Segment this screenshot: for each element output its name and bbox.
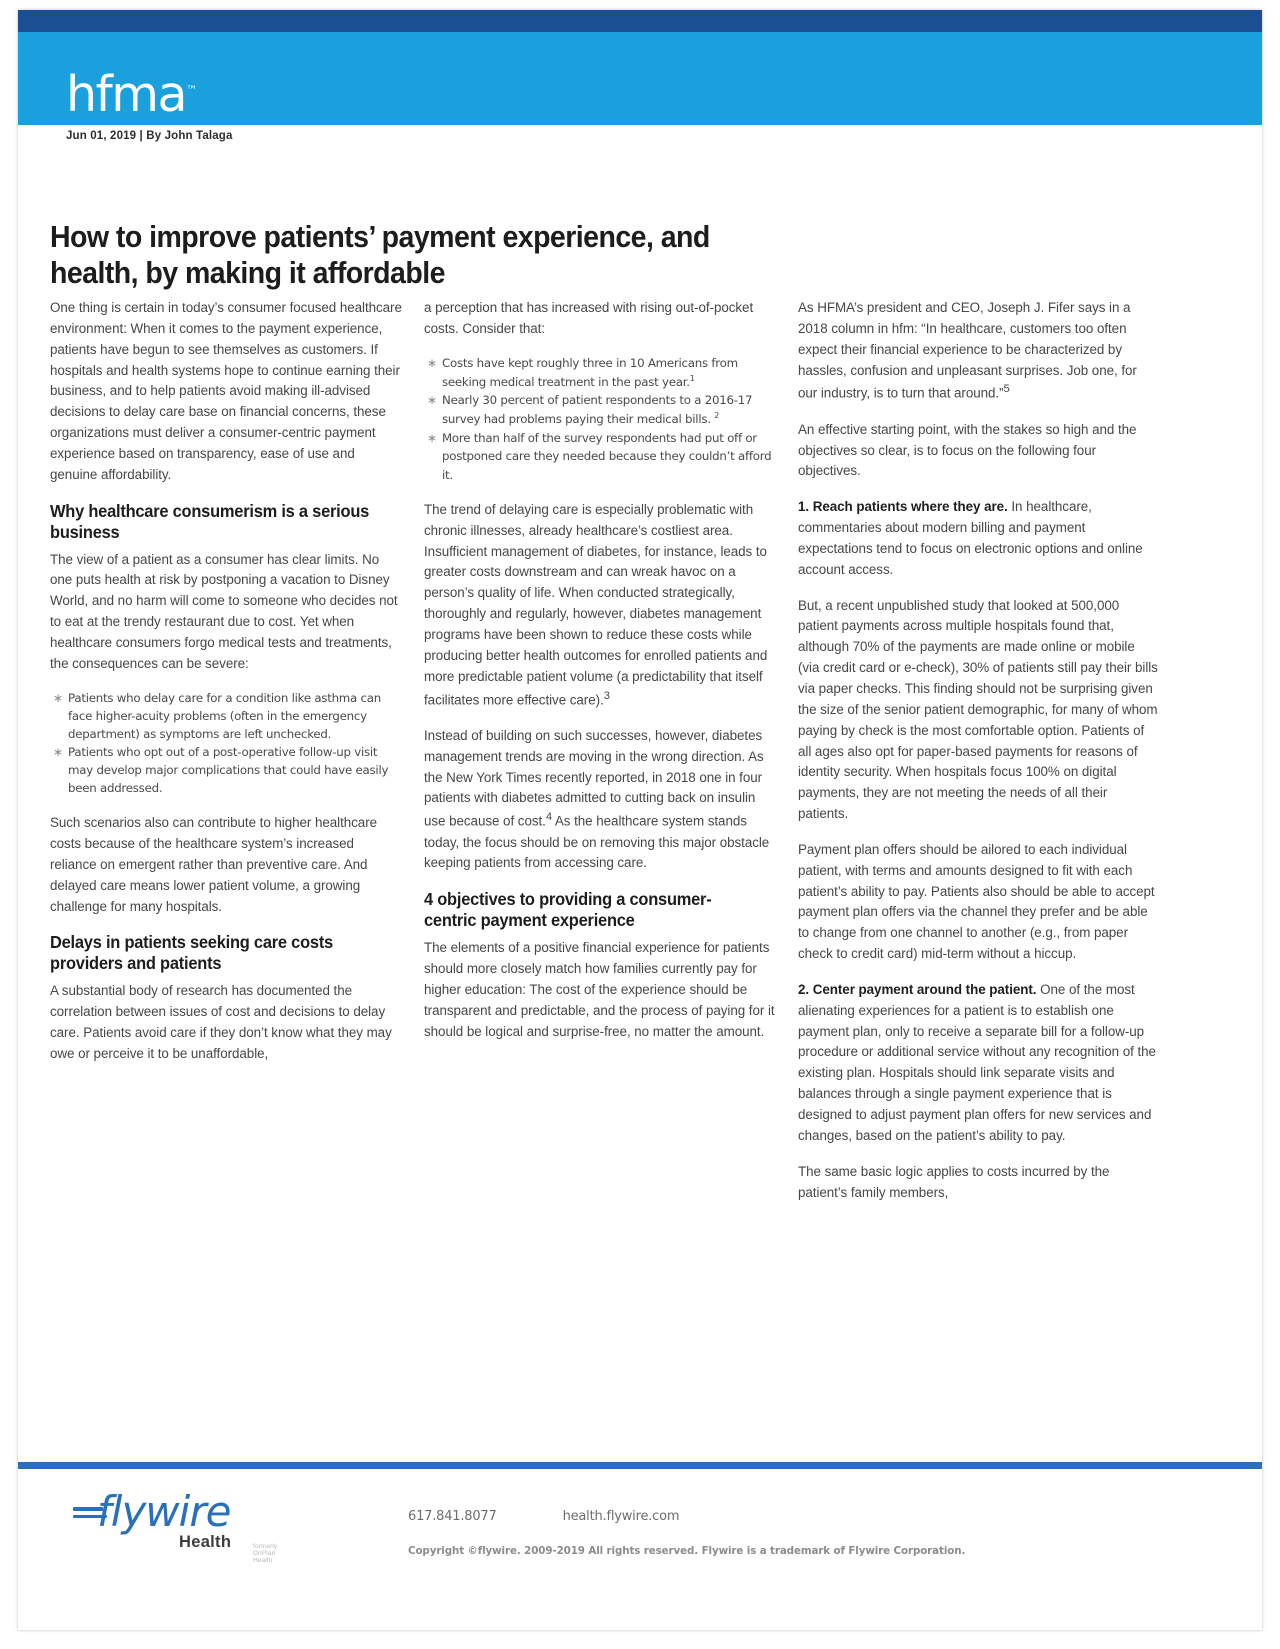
paragraph: A substantial body of research has documented the correlation between issues of cost and decisions to delay care. Patients avoid care if they don’t know what they may owe or perceive it to be unaffordable, — [50, 983, 392, 1061]
flywire-logo-text: flywire — [97, 1487, 231, 1536]
objective-2-lead: 2. Center payment around the patient. — [798, 981, 1037, 997]
paragraph: The same basic logic applies to costs incurred by the patient’s family members, — [798, 1163, 1110, 1200]
hfma-logo — [66, 66, 198, 123]
footnote-ref: 2 — [714, 411, 720, 421]
list-item: ∗ Patients who opt out of a post-operative follow-up visit may develop major complications that could have easily been addressed. — [50, 744, 402, 798]
footnote-ref: 1 — [689, 373, 695, 383]
footer-website-link[interactable]: health.flywire.com — [562, 1509, 680, 1524]
hfma-logo-text: hfma — [66, 66, 187, 123]
bullet-list-statistics — [424, 355, 776, 485]
section-heading-consumerism: Why healthcare consumerism is a serious business — [50, 500, 370, 542]
paragraph: a perception that has increased with rising out-of-pocket costs. Consider that: — [424, 300, 754, 336]
flywire-formerly-text: formerly OnPlan Health — [253, 1543, 278, 1564]
paragraph: The elements of a positive financial experience for patients should more closely match how families currently pay for higher education: The cost of the experience should be transparent and predictable, and the process of paying for it should be logical and surprise-free, no matter the amount. — [424, 940, 775, 1039]
list-item-text: Nearly 30 percent of patient respondents to a 2016-17 survey had problems paying their medical bills. — [442, 393, 753, 427]
list-item — [424, 430, 776, 485]
footnote-ref: 3 — [603, 689, 610, 702]
paragraph-text: Instead of building on such successes, however, diabetes management trends are moving in the wrong direction. As the New York Times recently reported, in 2018 one in four patients with diabetes admitted to cutting back on insulin use because of cost. — [424, 727, 764, 829]
bullet-list-consequences — [50, 690, 402, 799]
trademark-mark: ™ — [186, 83, 198, 97]
header-brand-band — [18, 32, 1262, 125]
section-heading-delays: Delays in patients seeking care costs providers and patients — [50, 932, 333, 974]
paragraph — [424, 500, 776, 711]
footnote-ref: 4 — [545, 811, 552, 824]
list-item — [424, 392, 776, 429]
page-title: How to improve patients’ payment experience, and health, by making it affordable — [50, 218, 710, 291]
list-item-text: More than half of the survey respondents had put off or postponed care they needed because they couldn’t afford it. — [442, 431, 772, 482]
flywire-logo — [73, 1487, 278, 1569]
paragraph-text-cont: As the healthcare system stands today, the focus should be on removing this major obstacle keeping patients from accessing care. — [424, 813, 770, 871]
page-footer — [18, 1469, 1262, 1630]
flywire-logo-subtitle: Health — [179, 1533, 232, 1551]
paragraph — [798, 497, 1158, 580]
list-item-text: Costs have kept roughly three in 10 Americans from seeking medical treatment in the past year. — [442, 355, 738, 389]
footer-phone[interactable]: 617.841.8077 — [408, 1509, 497, 1524]
paragraph: But, a recent unpublished study that looked at 500,000 patient payments across multiple hospitals found that, although 70% of the payments are made online or mobile (via credit card or e-check), 30% of patients still pay their bills via paper checks. This finding should not be surprising given the size of the senior patient demographic, for many of whom paying by check is the most comfortable option. Patients of all ages also opt for paper-based payments for reasons of identity security. When hospitals focus 100% on digital payments, they are not meeting the needs of all their patients. — [798, 597, 1158, 822]
footer-copyright: Copyright ©flywire. 2009-2019 All rights reserved. Flywire is a trademark of Flywire Corporation. — [408, 1545, 966, 1557]
paragraph — [798, 298, 1158, 405]
list-item — [424, 355, 776, 392]
article-columns — [50, 298, 1210, 1203]
paragraph: Payment plan offers should be ailored to each individual patient, with terms and amounts designed to fit with each patient’s ability to pay. Patients also should be able to accept payment plan offers via the channel they prefer and be able to change from one channel to another (e.g., from paper check to credit card) mid-term without a hiccup. — [798, 841, 1155, 962]
footnote-ref: 5 — [1003, 383, 1010, 396]
paragraph: One thing is certain in today’s consumer focused healthcare environment: When it comes to the payment experience, patients have begun to see themselves as customers. If hospitals and health systems hope to continue earning their business, and to help patients avoid making ill-advised decisions to delay care base on financial concerns, these organizations must deliver a consumer-centric payment experience based on transparency, ease of use and genuine affordability. — [50, 300, 402, 482]
article-column-2 — [424, 298, 776, 1203]
page-canvas — [18, 10, 1262, 1630]
paragraph-text: One of the most alienating experiences for a patient is to establish one payment plan, only to receive a separate bill for a follow-up procedure or additional service without any recognition of the existing plan. Hospitals should link separate visits and balances through a single payment experience that is designed to adjust payment plan offers for new services and changes, based on the patient’s ability to pay. — [798, 981, 1156, 1143]
paragraph: The view of a patient as a consumer has clear limits. No one puts health at risk by postponing a vacation to Disney World, and no harm will come to someone who decides not to eat at the trendy restaurant due to cost. Yet when healthcare consumers forgo medical tests and treatments, the consequences can be severe: — [50, 551, 398, 671]
paragraph — [424, 726, 776, 874]
article-column-1 — [50, 298, 402, 1203]
header-dark-band — [18, 10, 1262, 32]
paragraph: Such scenarios also can contribute to higher healthcare costs because of the healthcare system’s increased reliance on emergent rather than preventive care. And delayed care means lower patient volume, a growing challenge for many hospitals. — [50, 815, 378, 914]
footer-contact — [408, 1509, 679, 1524]
paragraph-text: In healthcare, commentaries about modern billing and payment expectations tend to focus on electronic options and online account access. — [798, 499, 1143, 577]
list-item: ∗ Patients who delay care for a condition like asthma can face higher-acuity problems (often in the emergency department) as symptoms are left unchecked. — [50, 690, 402, 744]
paragraph-text: As HFMA’s president and CEO, Joseph J. Fifer says in a 2018 column in hfm: “In healthcare, customers too often expect their financial experience to be characterized by hassles, confusion and unpleasant surprises. Job one, for our industry, is to turn that around.” — [798, 300, 1137, 401]
article-column-3 — [798, 298, 1158, 1203]
paragraph: An effective starting point, with the stakes so high and the objectives so clear, is to focus on the following four objectives. — [798, 421, 1137, 479]
byline: Jun 01, 2019 | By John Talaga — [66, 130, 233, 142]
objective-1-lead: 1. Reach patients where they are. — [798, 499, 1008, 515]
paragraph-text: The trend of delaying care is especially problematic with chronic illnesses, already healthcare’s costliest area. Insufficient management of diabetes, for instance, leads to greater costs downstream and can wreak havoc on a person’s quality of life. When conducted strategically, thoroughly and regularly, however, diabetes management programs have been shown to reduce these costs while producing better health outcomes for enrolled patients and more predictable patient volume (a predictability that itself facilitates more effective care). — [424, 501, 768, 707]
footer-divider — [18, 1462, 1262, 1469]
section-heading-objectives: 4 objectives to providing a consumer-centric payment experience — [424, 889, 712, 931]
paragraph — [798, 980, 1158, 1147]
